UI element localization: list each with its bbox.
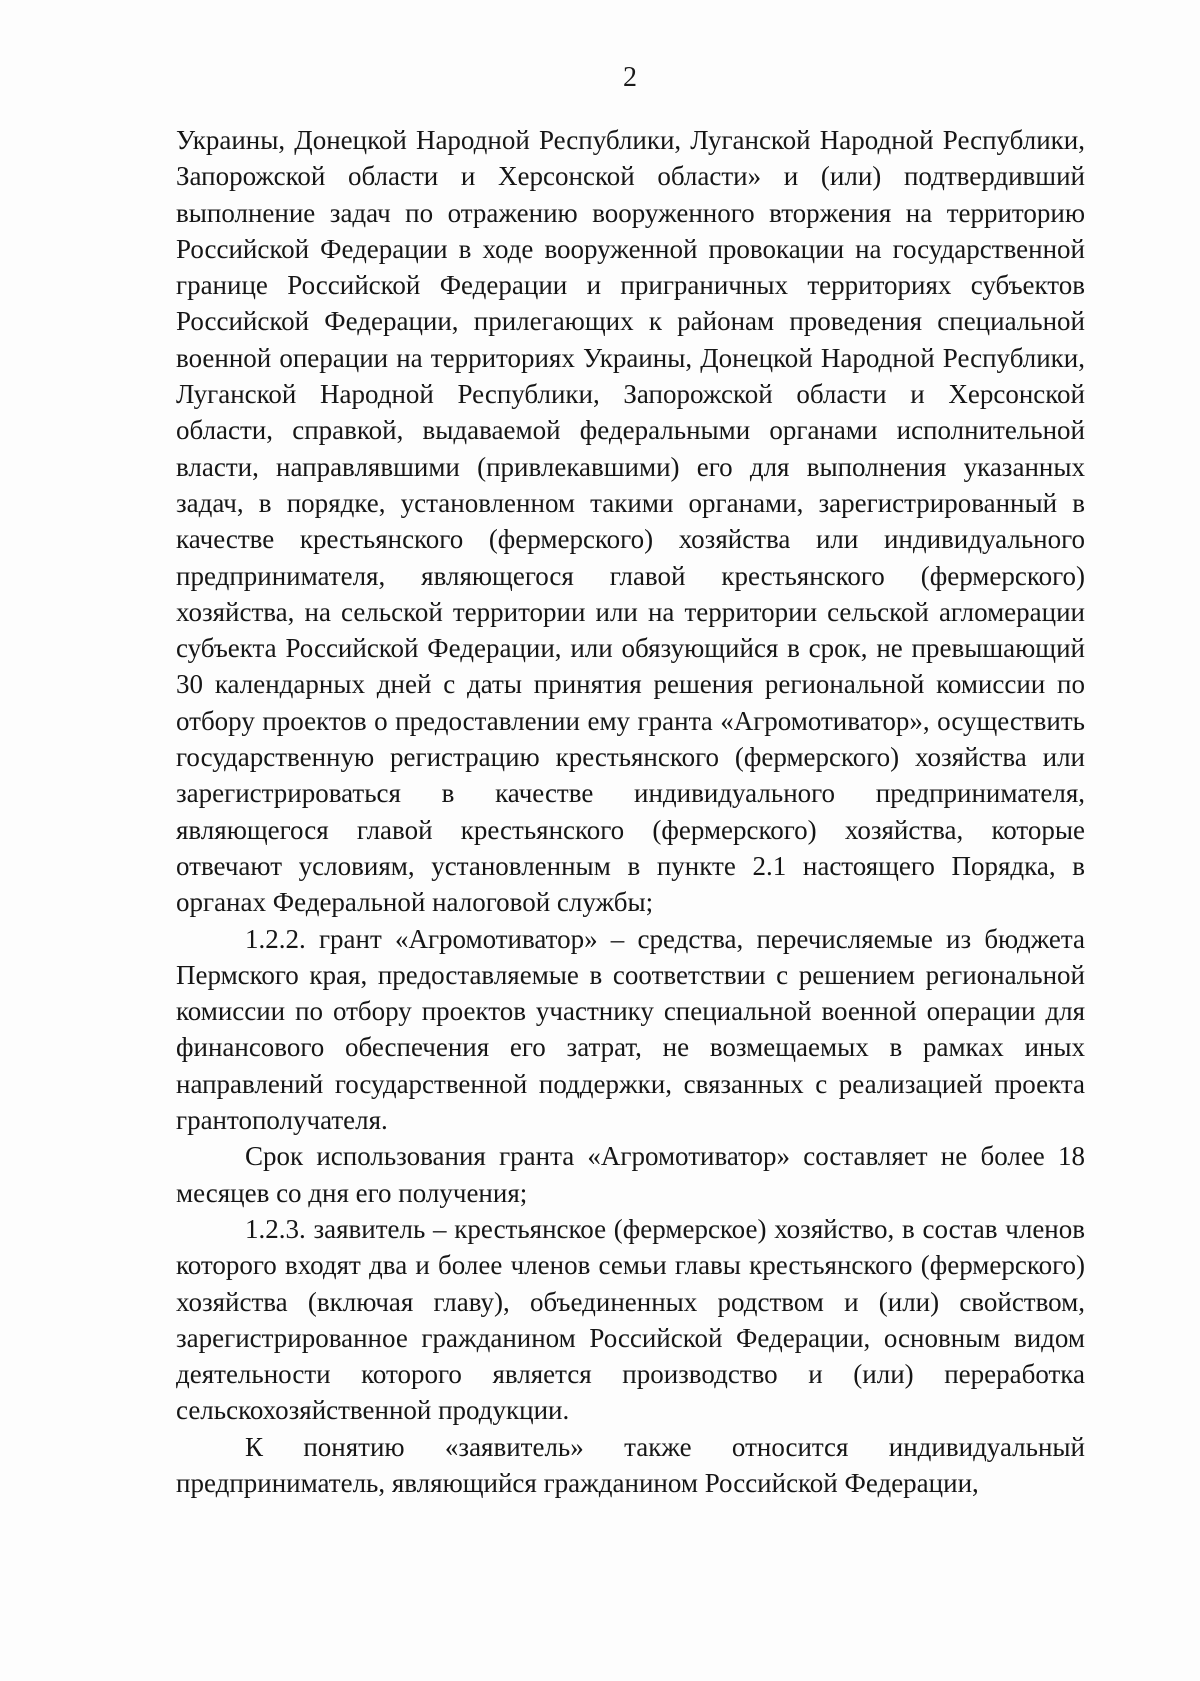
paragraph-applicant-definition: К понятию «заявитель» также относится индивидуальный предприниматель, являющийся гражданином Российской Федерации, — [176, 1431, 1085, 1498]
page-number: 2 — [623, 62, 637, 93]
paragraph-continuation: Украины, Донецкой Народной Республики, Луганской Народной Республики, Запорожской области и Херсонской области» и (или) подтвердивший выполнение задач по отражению вооруженного вторжения на территорию Российской Федерации в ходе вооруженной провокации на государственной границе Российской Федерации и приграничных территориях субъектов Российской Федерации, прилегающих к районам проведения специальной военной операции на территориях Украины, Донецкой Народной Республики, Луганской Народной Республики, Запорожской области и Херсонской области, справкой, выдаваемой федеральными органами исполнительной власти, направлявшими (привлекавшими) его для выполнения указанных задач, в порядке, установленном такими органами, зарегистрированный в качестве крестьянского (фермерского) хозяйства или индивидуального предпринимателя, являющегося главой крестьянского (фермерского) хозяйства, на сельской территории или на территории сельской агломерации субъекта Российской Федерации, или обязующийся в срок, не превышающий 30 календарных дней с даты принятия решения региональной комиссии по отбору проектов о предоставлении ему гранта «Агромотиватор», осуществить государственную регистрацию крестьянского (фермерского) хозяйства или зарегистрироваться в качестве индивидуального предпринимателя, являющегося главой крестьянского (фермерского) хозяйства, которые отвечают условиям, установленным в пункте 2.1 настоящего Порядка, в органах Федеральной налоговой службы; — [176, 125, 1085, 918]
paragraph-1-2-2: 1.2.2. грант «Агромотиватор» – средства, перечисляемые из бюджета Пермского края, предоставляемые в соответствии с решением региональной комиссии по отбору проектов участнику специальной военной операции для финансового обеспечения его затрат, не возмещаемых в рамках иных направлений государственной поддержки, связанных с реализацией проекта грантополучателя. — [176, 923, 1085, 1136]
document-body — [176, 122, 1085, 1501]
paragraph-grant-term: Срок использования гранта «Агромотиватор» составляет не более 18 месяцев со дня его получения; — [176, 1141, 1085, 1208]
paragraph-1-2-3: 1.2.3. заявитель – крестьянское (фермерское) хозяйство, в состав членов которого входят два и более членов семьи главы крестьянского (фермерского) хозяйства (включая главу), объединенных родством и (или) свойством, зарегистрированное гражданином Российской Федерации, основным видом деятельности которого является производство и (или) переработка сельскохозяйственной продукции. — [176, 1213, 1085, 1426]
